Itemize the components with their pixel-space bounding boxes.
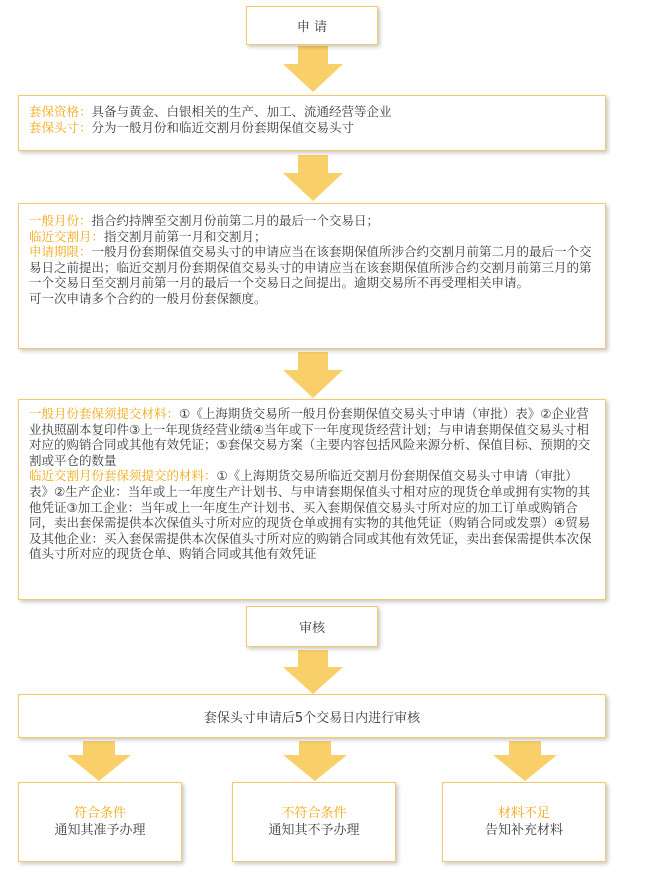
near-materials-label: 临近交割月份套保须提交的材料： (29, 468, 217, 484)
outcome-rejected-text: 通知其不予办理 (268, 823, 360, 838)
near-delivery-line (29, 229, 595, 245)
outcome-approved-box (18, 782, 182, 862)
outcome-approved-text: 通知其准予办理 (54, 823, 146, 838)
general-month-label: 一般月份： (29, 213, 92, 228)
review-period-text: 套保头寸申请后5个交易日内进行审核 (203, 710, 421, 726)
qualification-text: 具备与黄金、白银相关的生产、加工、流通经营等企业 (91, 104, 392, 119)
time-limit-box (18, 203, 606, 349)
down-arrow-icon (493, 741, 557, 781)
general-materials-text: ①《上海期货交易所一般月份套期保值交易头寸申请（审批）表》②企业营业执照副本复印件③上一年现货经营业绩④当年或下一年度现货经营计划；与申请套期保值交易头寸相对应的购销合同或其他有效凭证；⑤套保交易方案（主要内容包括风险来源分析、保值目标、预期的交割或平仓的数量 (29, 406, 591, 468)
qualification-label: 套保资格： (29, 104, 92, 119)
qualification-line (29, 104, 595, 120)
review-period-box (18, 694, 606, 738)
outcome-incomplete-box (442, 782, 606, 862)
position-label: 套保头寸： (29, 119, 92, 135)
outcome-incomplete-text: 告知补充材料 (484, 823, 563, 838)
multi-contract-line (29, 291, 595, 307)
multi-contract-text: 可一次申请多个合约的一般月份套保额度。 (29, 290, 267, 306)
deadline-text: 一般月份套期保值交易头寸的申请应当在该套期保值所涉合约交割月前第二月的最后一个交易日之前提出；临近交割月份套期保值交易头寸的申请应当在该套期保值所涉合约交割月前第三月的第一个交易日至交割月前第一月的最后一个交易日之间提出。逾期交易所不再受理相关申请。 (29, 244, 592, 291)
general-materials-label: 一般月份套保须提交材料： (29, 406, 180, 421)
materials-box (18, 399, 606, 600)
deadline-line (29, 244, 595, 291)
near-delivery-text: 指交割月前第一月和交割月； (104, 228, 267, 244)
review-step-title: 审核 (298, 621, 325, 636)
apply-step-title: 申 请 (296, 20, 328, 35)
down-arrow-icon (283, 155, 343, 201)
outcome-incomplete-label: 材料不足 (497, 806, 550, 821)
position-text: 分为一般月份和临近交割月份套期保值交易头寸 (91, 119, 355, 135)
apply-step-box (246, 6, 378, 45)
outcome-rejected-label: 不符合条件 (281, 806, 347, 821)
near-delivery-label: 临近交割月： (29, 228, 105, 244)
outcome-approved-label: 符合条件 (73, 806, 126, 821)
review-step-box (246, 606, 378, 647)
qualification-box (18, 95, 606, 151)
down-arrow-icon (67, 741, 131, 781)
general-month-text: 指合约持牌至交割月份前第二月的最后一个交易日； (91, 213, 380, 228)
down-arrow-icon (283, 46, 343, 92)
general-month-line (29, 213, 595, 229)
down-arrow-icon (283, 352, 343, 398)
near-materials-para (29, 468, 595, 562)
down-arrow-icon (283, 741, 347, 781)
outcome-rejected-box (232, 782, 396, 862)
down-arrow-icon (283, 650, 343, 694)
near-materials-text: ①《上海期货交易所临近交割月份套期保值交易头寸申请（审批）表》②生产企业：当年或上一年度生产计划书、与申请套期保值头寸相对应的现货仓单或拥有实物的其他凭证③加工企业：当年或上一年度生产计划书、买入套期保值交易头寸所对应的加工订单或购销合同，卖出套保需提供本次保值头寸所对应的现货仓单或拥有实物的其他凭证（购销合同或发票）④贸易及其他企业：买入套保需提供本次保值头寸所对应的购销合同或其他有效凭证，卖出套保需提供本次保值头寸所对应的现货仓单、购销合同或其他有效凭证 (29, 468, 592, 562)
deadline-label: 申请期限： (29, 244, 92, 260)
position-line (29, 120, 595, 136)
general-materials-para (29, 406, 595, 468)
